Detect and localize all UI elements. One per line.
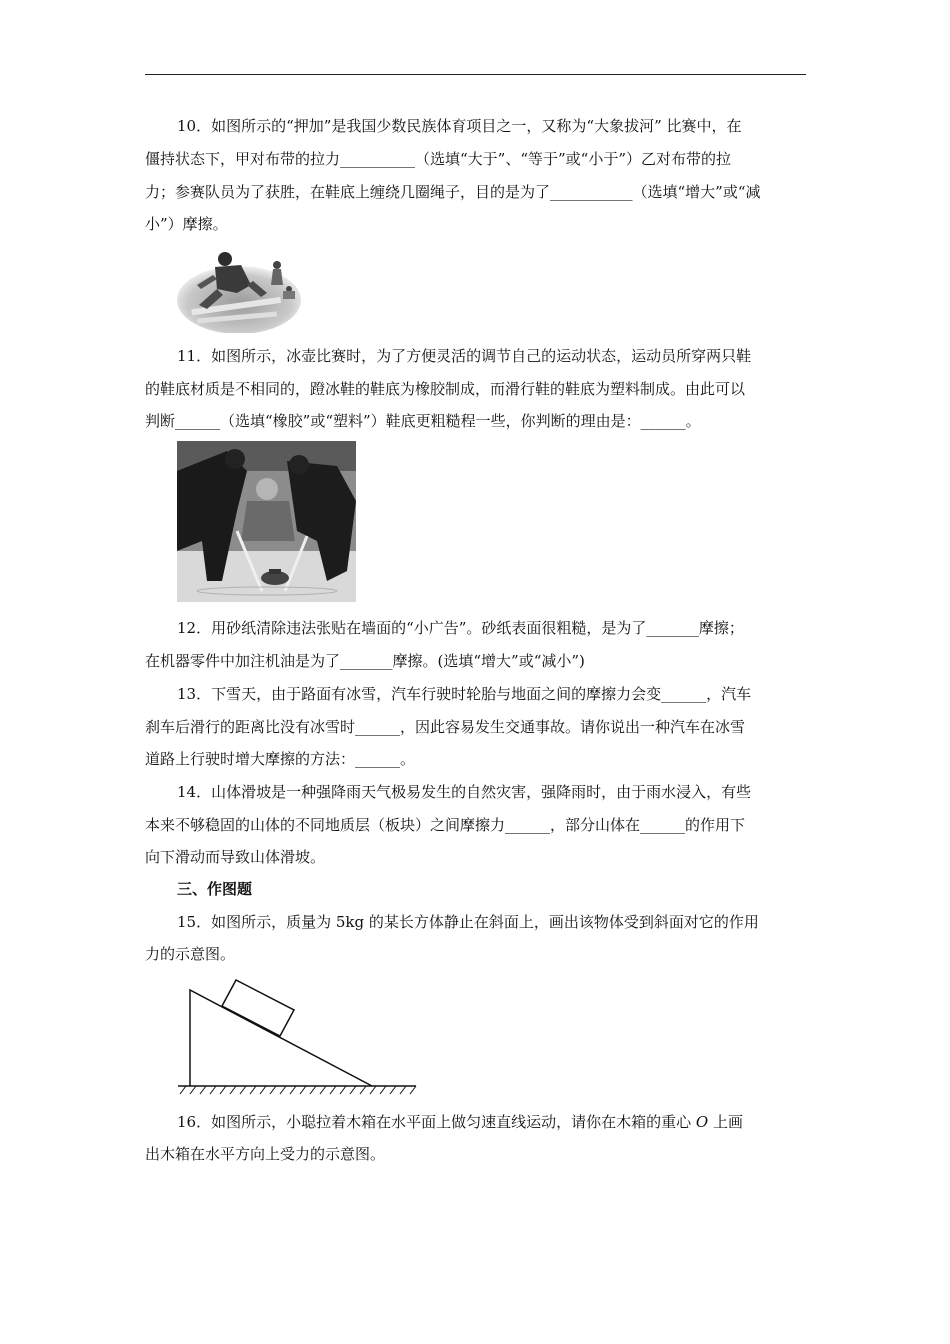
q13-line-1: 13．下雪天，由于路面有冰雪，汽车行驶时轮胎与地面之间的摩擦力会变______，汽车 — [177, 685, 752, 703]
q16-line-1-a: 16．如图所示，小聪拉着木箱在水平面上做匀速直线运动，请你在木箱的重心 — [177, 1113, 696, 1131]
q12-line-1: 12．用砂纸清除违法张贴在墙面的“小广告”。砂纸表面很粗糙，是为了_______摩擦； — [177, 619, 744, 637]
q10-line-1: 10．如图所示的“押加”是我国少数民族体育项目之一，又称为“大象拔河” 比赛中，在 — [177, 117, 742, 135]
center-of-gravity-label: O — [695, 1113, 709, 1131]
section-3-title: 三、作图题 — [177, 880, 253, 898]
q14-line-2: 本来不够稳固的山体的不同地质层（板块）之间摩擦力______，部分山体在______的作用下 — [145, 816, 746, 834]
q14-line-1: 14．山体滑坡是一种强降雨天气极易发生的自然灾害，强降雨时，由于雨水浸入，有些 — [177, 783, 752, 801]
q13-line-2: 刹车后滑行的距离比没有冰雪时______，因此容易发生交通事故。请你说出一种汽车在冰雪 — [145, 718, 746, 736]
q15-line-2: 力的示意图。 — [145, 945, 236, 963]
q16-line-1 — [177, 1111, 806, 1133]
q10-line-4: 小”）摩擦。 — [145, 215, 228, 233]
q15-line-1: 15．如图所示，质量为 5kg 的某长方体静止在斜面上，画出该物体受到斜面对它的作用 — [177, 913, 759, 931]
q16-line-1-b: 上画 — [708, 1113, 743, 1131]
q10-line-2: 僵持状态下，甲对布带的拉力__________（选填“大于”、“等于”或“小于”）乙对布带的拉 — [145, 150, 732, 168]
q11-line-3: 判断______（选填“橡胶”或“塑料”）鞋底更粗糙程一些，你判断的理由是：______。 — [145, 412, 701, 430]
q14-line-3: 向下滑动而导致山体滑坡。 — [145, 848, 326, 866]
q11-line-2: 的鞋底材质是不相同的，蹬冰鞋的鞋底为橡胶制成，而滑行鞋的鞋底为塑料制成。由此可以 — [145, 380, 746, 398]
yajia-photo — [177, 245, 301, 333]
q12-line-2: 在机器零件中加注机油是为了_______摩擦。(选填“增大”或“减小”) — [145, 652, 585, 670]
q10-line-3: 力；参赛队员为了获胜，在鞋底上缠绕几圈绳子，目的是为了___________（选填“增大”或“减 — [145, 183, 761, 201]
q16-line-2: 出木箱在水平方向上受力的示意图。 — [145, 1145, 386, 1163]
incline-diagram — [170, 966, 430, 1096]
curling-photo — [177, 441, 356, 602]
header-rule — [145, 74, 806, 75]
q11-line-1: 11．如图所示，冰壶比赛时，为了方便灵活的调节自己的运动状态，运动员所穿两只鞋 — [177, 347, 752, 365]
q13-line-3: 道路上行驶时增大摩擦的方法：______。 — [145, 750, 416, 768]
